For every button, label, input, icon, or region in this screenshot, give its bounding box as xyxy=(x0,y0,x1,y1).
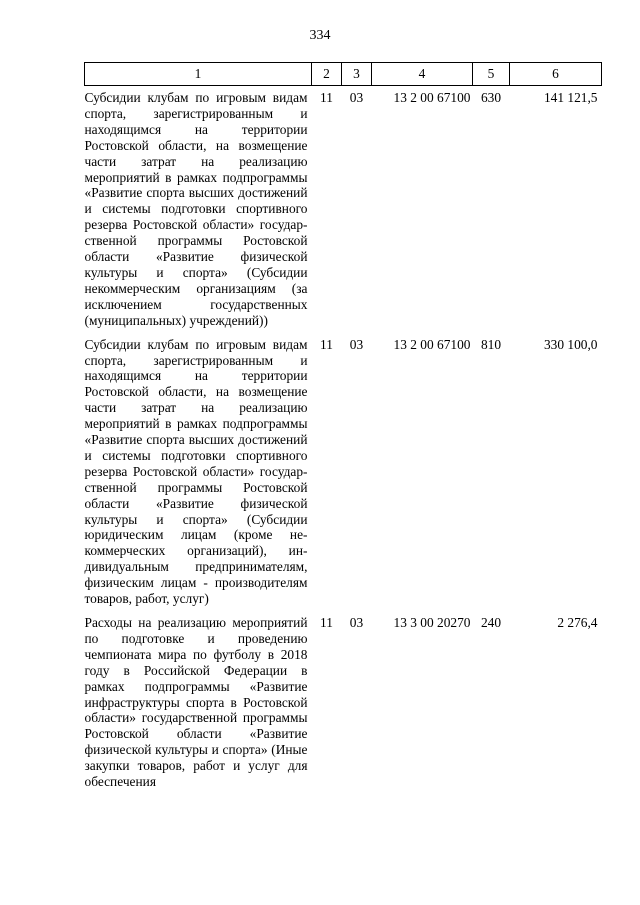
row-target: 13 2 00 67100 xyxy=(393,90,471,105)
row-target: 13 2 00 67100 xyxy=(393,336,471,352)
row-amount: 141 121,5 xyxy=(543,90,598,105)
page-number: 334 xyxy=(309,28,331,43)
column-header-name: 1 xyxy=(85,63,312,86)
row-section: 11 xyxy=(320,90,333,105)
row-amount: 2 276,4 xyxy=(557,615,598,630)
row-target: 13 3 00 20270 xyxy=(393,615,471,630)
table-row xyxy=(85,86,602,333)
row-name: Субсидии клубам по игровым видам спорта, зарегистрированным и находящимся на территории Ростовской области, на возмещение части затрат на реализацию мероприятий в рамках подпрограммы «Развитие спорта высших достижений и системы подготовки спортивного резерва Ростовской области» государственной программы Ростовской области «Развитие физической культуры и спорта» (Субсидии некоммерческим организациям (за исключением государственных (муниципальных) учреждений)) xyxy=(84,90,308,328)
table-row xyxy=(85,333,602,611)
budget-table xyxy=(84,62,602,794)
row-name: Субсидии клубам по игровым видам спорта, зарегистрированным и находящимся на территории Ростовской области, на возмещение части затрат на реализацию мероприятий в рамках подпрограммы «Развитие спорта высших достижений и системы подготовки спортивного резерва Ростовской области» государственной программы Ростовской области «Развитие физической культуры и спорта» (Субсидии юридическим лицам (кроме некоммерческих организаций), индивидуальным предпринимателям, физическим лицам - производителям товаров, работ, услуг) xyxy=(84,336,308,607)
column-header-target: 4 xyxy=(372,63,473,86)
column-header-section: 2 xyxy=(312,63,342,86)
table-header-row xyxy=(85,63,602,86)
row-subsection: 03 xyxy=(349,615,364,630)
row-subsection: 03 xyxy=(349,90,364,105)
table-row xyxy=(85,611,602,794)
column-header-subsection: 3 xyxy=(342,63,372,86)
column-header-expense-type: 5 xyxy=(473,63,510,86)
row-expense-type: 810 xyxy=(480,336,502,352)
row-section: 11 xyxy=(320,615,333,630)
row-expense-type: 240 xyxy=(480,615,502,630)
row-name: Расходы на реализацию мероприятий по подготовке и проведению чемпионата мира по футболу в 2018 году в Российской Федерации в рамках подпрограммы «Развитие инфраструктуры спорта в Ростовской области» государственной программы Ростовской области «Развитие физической культуры и спорта» (Иные закупки товаров, работ и услуг для обеспечения xyxy=(84,615,308,790)
row-amount: 330 100,0 xyxy=(543,336,598,352)
row-subsection: 03 xyxy=(349,336,364,352)
row-section: 11 xyxy=(320,336,333,352)
row-expense-type: 630 xyxy=(480,90,502,105)
column-header-amount: 6 xyxy=(510,63,602,86)
